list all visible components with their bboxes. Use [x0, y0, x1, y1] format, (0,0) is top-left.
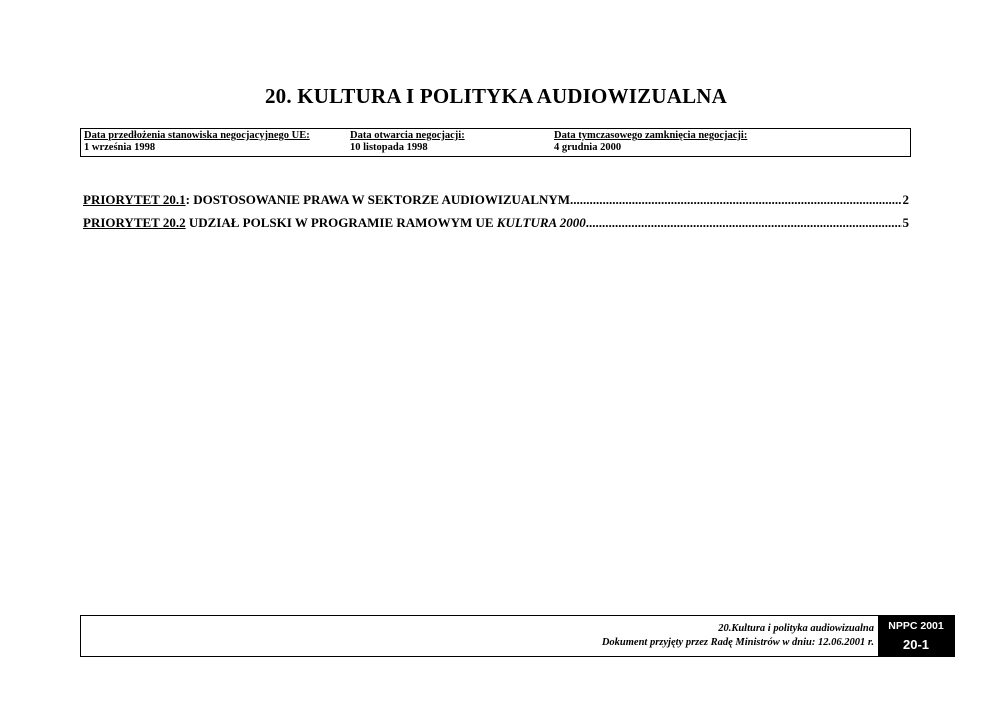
- submission-date-column: [84, 130, 310, 154]
- opening-date-label: Data otwarcia negocjacji:: [350, 130, 465, 141]
- toc-leader-dots: [570, 192, 901, 208]
- toc-entry-priority-20-1[interactable]: [83, 192, 909, 208]
- toc-page-number: 5: [902, 215, 909, 230]
- footer-chapter-name: 20.Kultura i polityka audiowizualna: [718, 623, 874, 634]
- closing-date-column: [554, 130, 747, 154]
- closing-date-label: Data tymczasowego zamknięcia negocjacji:: [554, 130, 748, 141]
- toc-entry-italic-text: KULTURA 2000: [496, 215, 586, 230]
- toc-link-priority-20-1[interactable]: PRIORYTET 20.1: [83, 192, 186, 207]
- toc-entry-text: UDZIAŁ POLSKI W PROGRAMIE RAMOWYM UE: [185, 215, 497, 230]
- badge-program-label: NPPC 2001: [888, 620, 944, 632]
- opening-date-column: [350, 130, 465, 154]
- submission-date-label: Data przedłożenia stanowiska negocjacyjnego UE:: [84, 130, 310, 141]
- submission-date-value: 1 września 1998: [84, 142, 156, 153]
- page-badge: [878, 616, 954, 656]
- badge-page-number: 20-1: [902, 637, 930, 652]
- negotiation-dates-box: [80, 128, 911, 157]
- toc-entry-priority-20-2[interactable]: [83, 215, 909, 231]
- footer-adoption-note: Dokument przyjęty przez Radę Ministrów w dniu: 12.06.2001 r.: [601, 637, 874, 648]
- opening-date-value: 10 listopada 1998: [350, 142, 428, 153]
- toc-page-number: 2: [902, 192, 909, 207]
- toc-leader-dots: [586, 215, 902, 231]
- footer-text-block: [602, 622, 874, 650]
- closing-date-value: 4 grudnia 2000: [554, 142, 622, 153]
- page-footer: [80, 615, 955, 657]
- toc-entry-text: : DOSTOSOWANIE PRAWA W SEKTORZE AUDIOWIZUALNYM: [185, 192, 571, 207]
- toc-link-priority-20-2[interactable]: PRIORYTET 20.2: [83, 215, 186, 230]
- document-title: 20. KULTURA I POLITYKA AUDIOWIZUALNA: [264, 84, 728, 108]
